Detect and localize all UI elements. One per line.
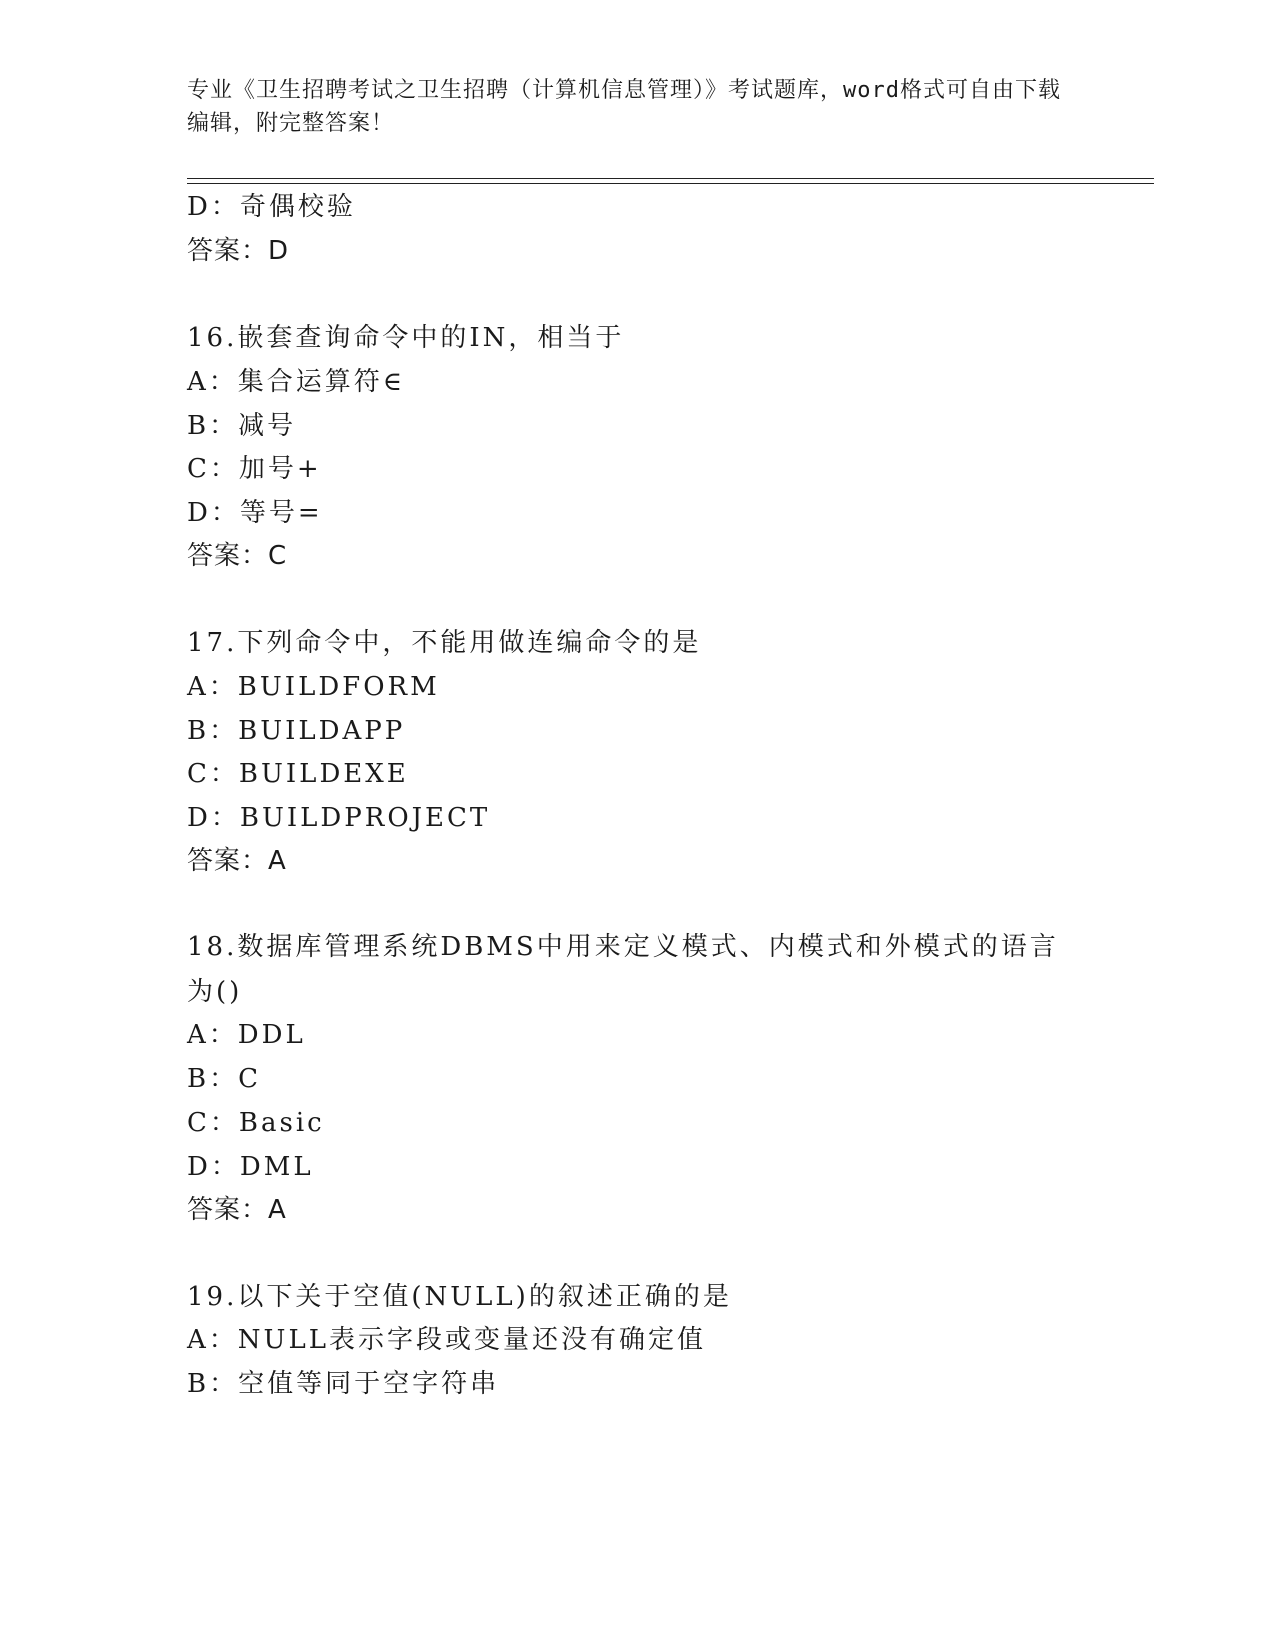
- q19-option-a: A：NULL表示字段或变量还没有确定值: [187, 1325, 706, 1355]
- q17-option-a: A：BUILDFORM: [187, 672, 440, 702]
- q16-answer: 答案：C: [187, 541, 288, 571]
- q17-question: 17.下列命令中，不能用做连编命令的是: [187, 628, 702, 658]
- prev-option-d: D：奇偶校验: [187, 192, 356, 222]
- q17-option-d: D：BUILDPROJECT: [187, 803, 491, 833]
- document-header: 专业《卫生招聘考试之卫生招聘（计算机信息管理）》考试题库，word格式可自由下载编辑，附完整答案！: [187, 78, 1061, 136]
- q18-option-d: D：DML: [187, 1152, 314, 1182]
- q16-option-c: C：加号+: [187, 454, 322, 484]
- q16-option-b: B：减号: [187, 411, 297, 441]
- header-rule-bottom: [187, 183, 1154, 184]
- q19-question: 19.以下关于空值(NULL)的叙述正确的是: [187, 1282, 732, 1312]
- q18-option-b: B：C: [187, 1064, 262, 1094]
- q16-option-a: A：集合运算符∈: [187, 367, 406, 397]
- q17-option-b: B：BUILDAPP: [187, 716, 406, 746]
- q16-option-d: D：等号=: [187, 498, 323, 528]
- q17-answer: 答案：A: [187, 846, 287, 876]
- q16-question: 16.嵌套查询命令中的IN，相当于: [187, 323, 625, 353]
- prev-answer: 答案：D: [187, 236, 290, 266]
- q19-option-b: B：空值等同于空字符串: [187, 1369, 500, 1399]
- q18-answer: 答案：A: [187, 1195, 287, 1225]
- q18-option-a: A：DDL: [187, 1020, 306, 1050]
- header-rule-top: [187, 178, 1154, 179]
- q18-option-c: C：Basic: [187, 1108, 325, 1138]
- q18-question: 18.数据库管理系统DBMS中用来定义模式、内模式和外模式的语言为(): [187, 932, 1059, 1007]
- q17-option-c: C：BUILDEXE: [187, 759, 409, 789]
